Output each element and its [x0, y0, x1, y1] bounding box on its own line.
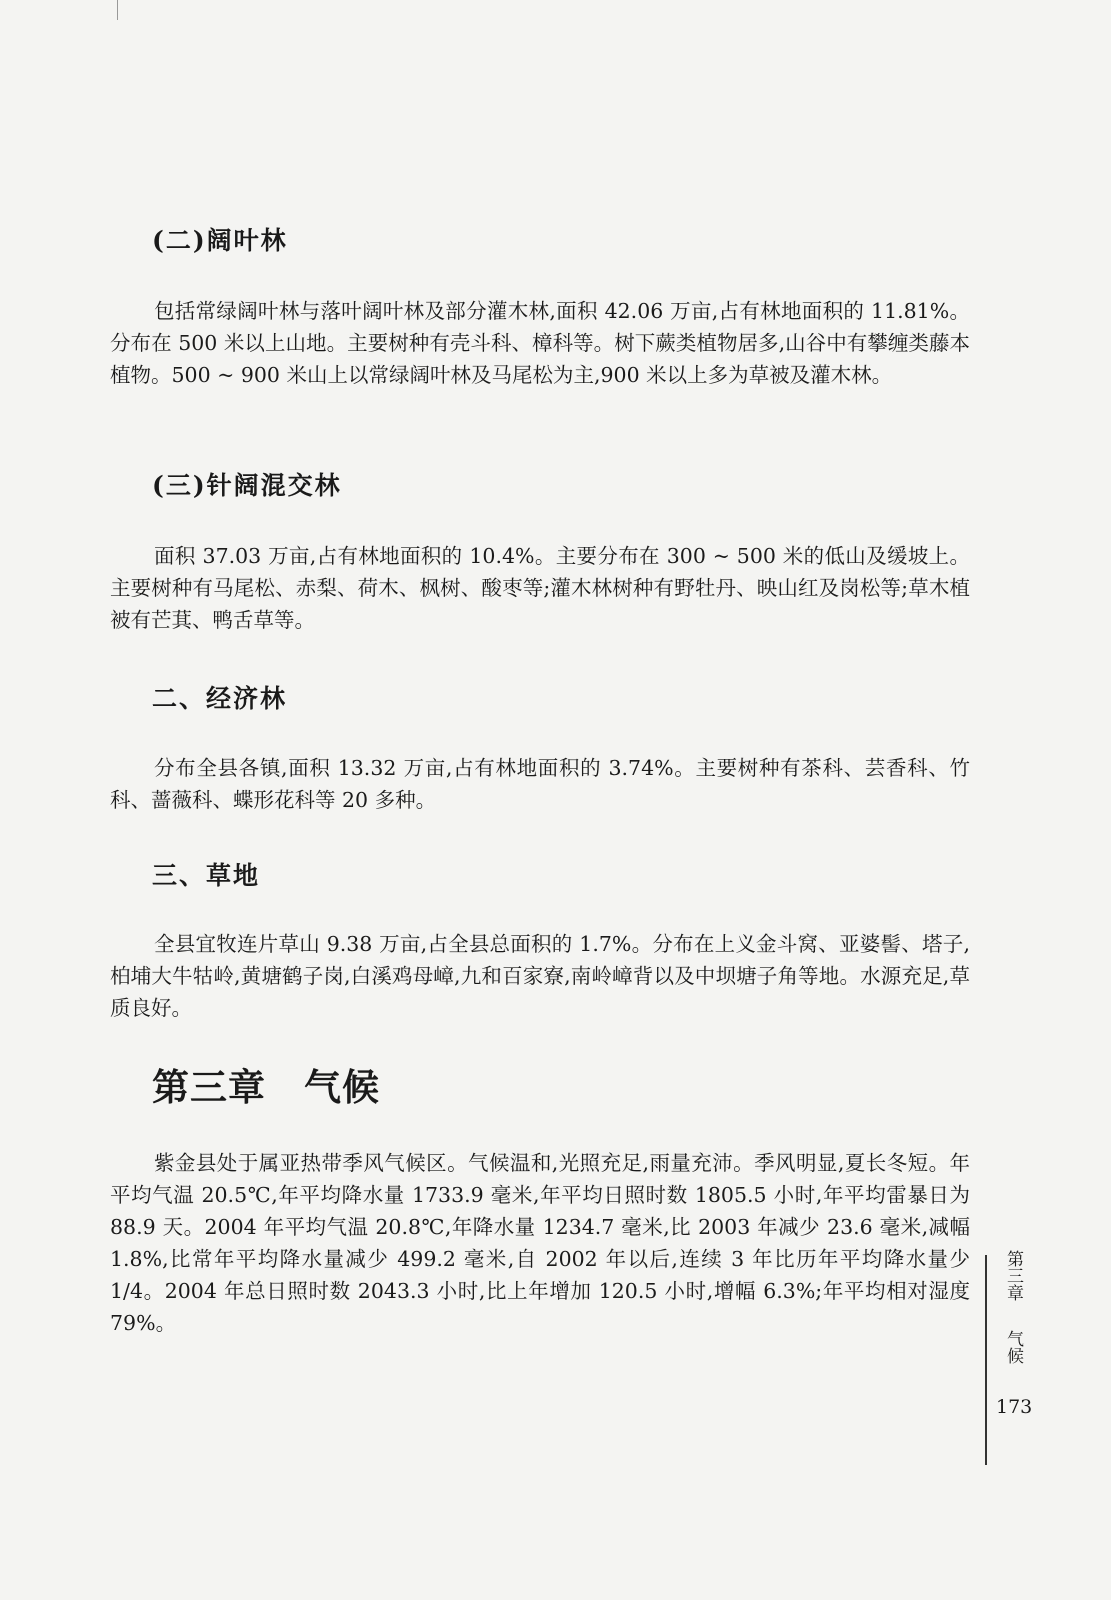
paragraph-economic-forest: 分布全县各镇,面积 13.32 万亩,占有林地面积的 3.74%。主要树种有茶科、芸香科、竹科、蔷薇科、蝶形花科等 20 多种。 [110, 756, 970, 812]
chapter-title: 第三章 气候 [152, 1065, 380, 1109]
scan-artifact-line [117, 0, 118, 20]
section-heading-economic-forest: 二、经济林 [152, 684, 288, 713]
paragraph-climate: 紫金县处于属亚热带季风气候区。气候温和,光照充足,雨量充沛。季风明显,夏长冬短。年平均气温 20.5℃,年平均降水量 1733.9 毫米,年平均日照时数 1805.5 小时,年平均雷暴日为 88.9 天。2004 年平均气温 20.8℃,年降水量 1234.7 毫米,比 2003 年减少 23.6 毫米,减幅 1.8%,比常年平均降水量减少 499.2 毫米,自 2002 年以后,连续 3 年比历年平均降水量少 1/4。2004 年总日照时数 2043.3 小时,比上年增加 120.5 小时,增幅 6.3%;年平均相对湿度 79%。 [110, 1151, 970, 1335]
paragraph-mixed-forest: 面积 37.03 万亩,占有林地面积的 10.4%。主要分布在 300 ~ 500 米的低山及缓坡上。主要树种有马尾松、赤梨、荷木、枫树、酸枣等;灌木林树种有野牡丹、映山红及岗松等;草木植被有芒萁、鸭舌草等。 [110, 544, 970, 632]
paragraph-broadleaf-forest: 包括常绿阔叶林与落叶阔叶林及部分灌木林,面积 42.06 万亩,占有林地面积的 11.81%。分布在 500 米以上山地。主要树种有壳斗科、樟科等。树下蕨类植物居多,山谷中有攀缠类藤本植物。500 ~ 900 米山上以常绿阔叶林及马尾松为主,900 米以上多为草被及灌木林。 [110, 299, 970, 387]
paragraph-grassland: 全县宜牧连片草山 9.38 万亩,占全县总面积的 1.7%。分布在上义金斗窝、亚婆髻、塔子,柏埔大牛牯岭,黄塘鹤子岗,白溪鸡母嶂,九和百家寮,南岭嶂背以及中坝塘子角等地。水源充足,草质良好。 [110, 932, 970, 1020]
section-heading-grassland: 三、草地 [152, 861, 261, 890]
running-chapter-label: 第三章 [1003, 1250, 1023, 1301]
margin-rule [985, 1255, 987, 1465]
page-number: 173 [996, 1396, 1033, 1418]
section-heading-mixed-forest: (三)针阔混交林 [152, 471, 342, 500]
running-topic-label: 气候 [1003, 1330, 1023, 1364]
section-heading-broadleaf-forest: (二)阔叶林 [152, 226, 288, 255]
